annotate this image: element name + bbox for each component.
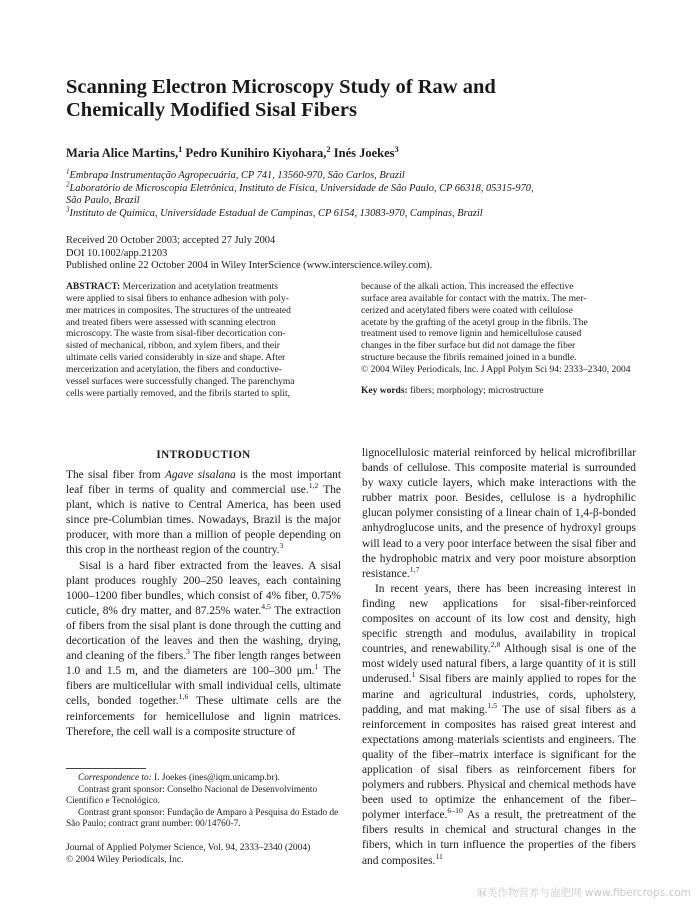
left-column [66,468,341,740]
copyright-line: © 2004 Wiley Periodicals, Inc. [66,854,184,865]
author-name: Inés Joekes [333,146,395,160]
paragraph [362,582,636,869]
abstract-line [66,282,341,294]
site-watermark: 麻类作物营养与施肥网 www.fibercrops.com [476,887,691,899]
abstract-line: ultimate cells varied considerably in size and shape. After [66,353,286,364]
text-run: These ultimate cells are the reinforcements for hemicellulose and lignin matrices. Therefore, the cell wall is a composite structure of [66,695,341,738]
abstract-line: mer matrices in composites. The structures of the untreated [66,305,291,316]
abstract-line: surface area available for contact with the matrix. The mer- [361,293,587,304]
text-run: is the most important leaf fiber in terms of quality and commercial use. [66,469,341,497]
author-sup: 2 [326,143,331,154]
article-title [66,76,496,122]
title-line: Scanning Electron Microscopy Study of Raw and [66,76,496,98]
citation-ref: 6–10 [447,806,463,816]
text-run: Although sisal is one of the most widely used natural fibers, a large quantity of it is still underused. [362,643,637,686]
keywords [361,386,636,398]
aff-line: Embrapa Instrumentação Agropecuária, CP 741, 13560-970, São Carlos, Brazil [69,170,405,181]
text-run: Sisal is a hard fiber extracted from the leaves. A sisal plant produces roughly 200–250 leaves, each containing 1000–1200 fiber bundles, which consist of 4% fiber, 0.75% cuticle, 8% dry matter, and 87.25% water. [66,559,341,617]
aff-line: Instituto de Química, Universidade Estadual de Campinas, CP 6154, 13083-970, Campinas, Brazil [69,207,483,219]
citation-ref: 1 [314,662,319,672]
text-run: The use of sisal fibers as a reinforcement in composites has raised great interest and expectations among materials scientists and engineers. The quality of the fiber–matrix interface is significant for the application of sisal fibers as reinforcement fibers for polymers and rubbers. Physical and chemical methods have been used to optimize the enhancement of the fiber–polymer interface. [362,703,636,822]
keywords-text: fibers; morphology; microstructure [410,386,544,396]
affiliation [66,180,666,196]
author-sup: 1 [178,143,183,154]
species-name: Agave sisalana [164,469,236,481]
aff-line: Laboratório de Microscopia Eletrônica, Instituto de Física, Universidade de São Paulo, CP 66318, 05315-970, [69,182,534,194]
abstract-line: treatment used to remove lignin and hemicellulose caused [361,329,582,340]
abstract-line: vessel surfaces were successfully changed. The parenchyma [66,376,295,387]
citation-ref: 2,8 [490,640,501,650]
author-sup: 3 [394,143,399,154]
published-line: Published online 22 October 2004 in Wiley InterScience (www.interscience.wiley.com). [66,260,433,272]
grant-note: Contrast grant sponsor: Fundação de Amparo à Pesquisa do Estado de São Paulo; contract grant number: 00/14760-7. [66,807,339,829]
abstract-line: cells were partially removed, and the fibrils started to split, [66,388,290,399]
journal-line: Journal of Applied Polymer Science, Vol. 94, 2333–2340 (2004) [66,843,311,853]
author-list [66,143,399,161]
citation-ref: 11 [435,851,443,861]
citation-ref: 3 [186,647,190,657]
paragraph [66,559,341,740]
keywords-label: Key words: [361,386,408,396]
citation-ref: 1,6 [178,692,189,702]
abstract-line: acetate by the grafting of the acetyl group in the fibrils. The [361,317,588,328]
correspondence-note [66,773,341,785]
grant-note: Contrast grant sponsor: Conselho Nacional de Desenvolvimento Científico e Tecnológico. [66,784,318,806]
right-column [362,446,636,869]
text-run: lignocellulosic material reinforced by helical microfibrillar bands of cellulose. This composite material is surrounded by waxy cuticle layers, which make interactions with the rubber matrix poor. Besides, cellulose is a hydrophilic glucan polymer consisting of a linear chain of 1,4-β-bonded anhydroglucose units, and the presence of hydroxyl groups will lead to a very poor interface between the sisal fiber and the hydrophobic matrix and very poor moisture absorption resistance. [362,447,636,580]
abstract-text: Mercerization and acetylation treatments [122,282,278,292]
text-run: The fibers are multicellular with small individual cells, ultimate cells, bonded together. [66,665,341,708]
abstract-line: changes in the fiber surface but did not damage the fiber [361,341,576,352]
citation-ref: 1,5 [487,700,498,710]
text-run: The fiber length ranges between 1.0 and 1.5 m, and the diameters are 100–300 μm. [66,650,341,678]
text-run: As a result, the pretreatment of the fibers results in chemical and structural changes in the fibers, which in turn influence the properties of the fibers and composites. [362,809,636,867]
doi-line: DOI 10.1002/app.21203 [66,247,168,259]
aff-sup: 3 [66,205,70,214]
section-heading: INTRODUCTION [156,449,251,461]
abstract-line: mercerization and acetylation, the fibers and conductive- [66,364,283,375]
text-run: The sisal fiber from [66,469,165,481]
aff-sup: 1 [66,167,70,176]
abstract-left [66,282,341,400]
citation-ref: 1 [411,670,416,680]
citation-ref: 3 [279,541,284,551]
abstract-line: structure because the fibrils remained joined in a bundle. [361,353,577,364]
text-run: The plant, which is native to Central America, has been used since pre-Columbian times. Nowadays, Brazil is the major producer, with more than a million of people depending on this crop in the northeast region of the country. [66,484,341,557]
received-line: Received 20 October 2003; accepted 27 July 2004 [66,235,276,246]
citation-ref: 4,5 [261,602,271,612]
footnotes [66,773,341,831]
aff-line: São Paulo, Brazil [66,195,140,207]
author-name: Pedro Kunihiro Kiyohara, [185,146,327,160]
citation-ref: 1,2 [308,481,319,491]
paragraph [66,468,341,559]
abstract-line: sisted of mechanical, ribbon, and xylem fibers, and their [66,341,280,352]
abstract-line: and treated fibers were assessed with scanning electron [66,317,276,328]
text-run: In recent years, there has been increasing interest in finding new applications for sisal-fiber-reinforced composites on account of its low cost and density, high specific strength and modulus, availability in tropical countries, and renewability. [362,582,636,656]
affiliation [66,167,666,183]
abstract-right [361,282,636,377]
correspondence-text: I. Joekes (ines@iqm.unicamp.br). [151,773,280,783]
abstract-line: microscopy. The waste from sisal-fiber decortication con- [66,329,286,340]
title-line: Chemically Modified Sisal Fibers [66,99,357,121]
journal-info [66,843,346,866]
text-run: Sisal fibers are mainly applied to ropes for the marine and agricultural industries, cords, upholstery, padding, and mat making. [362,673,636,716]
footnote-rule [66,768,146,769]
author-name: Maria Alice Martins, [66,146,179,160]
abstract-label: ABSTRACT: [66,282,121,292]
aff-sup: 2 [66,180,70,189]
publication-dates [66,235,432,273]
abstract-line: © 2004 Wiley Periodicals, Inc. J Appl Polym Sci 94: 2333–2340, 2004 [361,364,631,375]
correspondence-label: Correspondence to: [78,773,152,783]
citation-ref: 1,7 [409,564,420,574]
paragraph [362,446,636,582]
abstract-line: cerized and acetylated fibers were coated with cellulose [361,305,573,316]
text-run: The extraction of fibers from the sisal plant is done through the cutting and decortication of the leaves and then the washing, drying, and cleaning of the fibers. [66,604,341,663]
abstract-line: because of the alkali action. This increased the effective [361,282,574,292]
affiliations [66,167,666,220]
affiliation [66,205,666,221]
abstract-line: were applied to sisal fibers to enhance adhesion with poly- [66,293,289,304]
